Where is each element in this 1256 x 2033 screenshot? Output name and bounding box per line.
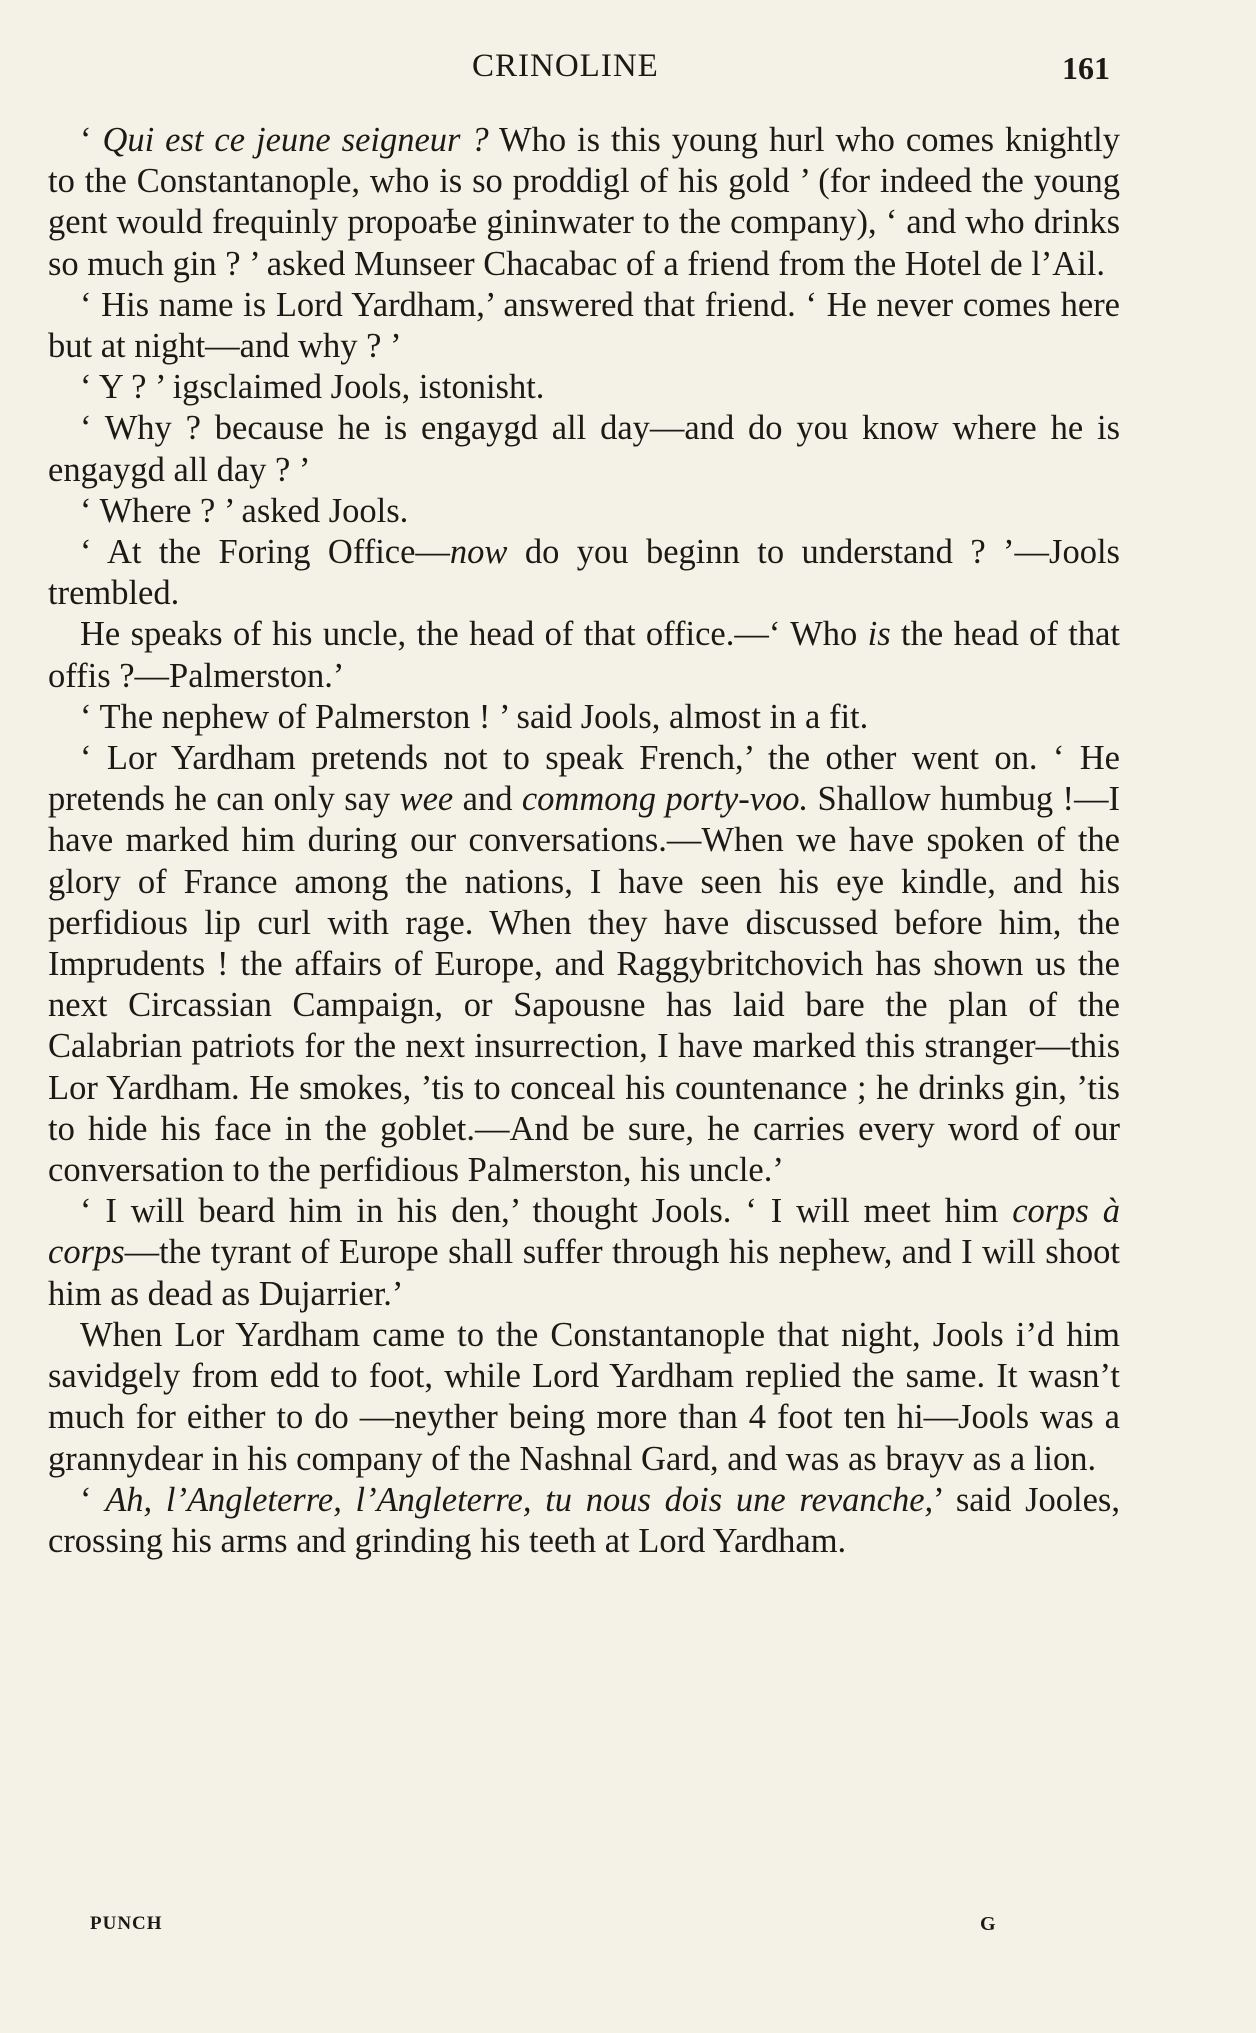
text-run: do you beginn to understand ? ’—Jools trembled. <box>48 533 1120 613</box>
italic-phrase: corps à corps <box>48 1192 1120 1272</box>
paragraph <box>48 1480 1120 1562</box>
printer-signature: PUNCH <box>90 1913 163 1934</box>
text-run: ’ said Jooles, crossing his arms and grinding his teeth at Lord Yardham. <box>48 1480 1120 1560</box>
italic-phrase: commong porty-voo. <box>521 780 809 819</box>
paragraph <box>48 532 1120 614</box>
text-run: and <box>453 780 522 819</box>
paragraph <box>48 738 1120 1191</box>
paragraph <box>48 1315 1120 1480</box>
text-run: ‘ The nephew of Palmerston ! ’ said Jools, almost in a fit. <box>80 697 869 736</box>
text-run: ‘ <box>80 121 103 159</box>
italic-phrase: is <box>867 615 891 654</box>
text-run: ‘ Y ? ’ igsclaimed Jools, istonisht. <box>80 368 545 407</box>
text-run: Shallow humbug !—I have marked him during our conversations.—When we have spoken of the glory of France among the nations, I have seen his eye kindle, and his perfidious lip curl with rage. When they have discussed before him, the Imprudents ! the affairs of Europe, and Raggybritchovich has shown us the next Circassian Campaign, or Sapousne has laid bare the plan of the Calabrian patriots for the next insurrection, I have marked this stranger—this Lor Yardham. He smokes, ’tis to conceal his countenance ; he drinks gin, ’tis to hide his face in the goblet.—And be sure, he carries every word of our conversation to the perfidious Palmerston, his uncle.’ <box>48 780 1120 1190</box>
text-run: ‘ I will beard him in his den,’ thought Jools. ‘ I will meet him <box>80 1192 1013 1231</box>
italic-phrase: Ah, l’Angleterre, l’Angleterre, tu nous dois une revanche, <box>105 1480 934 1519</box>
text-run: ‘ Where ? ’ asked Jools. <box>80 491 409 530</box>
page-number: 161 <box>1062 50 1110 86</box>
text-run: ‘ Lor Yardham pretends not to speak French,’ the other went on. ‘ He pretends he can only say <box>48 739 1120 819</box>
paragraph <box>48 120 1120 285</box>
page-footer <box>0 1913 1256 1943</box>
italic-phrase: wee <box>399 780 454 819</box>
text-run: ‘ Why ? because he is engaygd all day—and do you know where he is engaygd all day ? ’ <box>48 409 1120 489</box>
text-run: ‘ His name is Lord Yardham,’ answered that friend. ‘ He never comes here but at night—and why ? ’ <box>48 285 1120 366</box>
running-head <box>0 48 1256 88</box>
italic-phrase: Qui est ce jeune seigneur ? <box>102 121 489 159</box>
text-run: Who is this young hurl who comes knightly to the Constantanople, who is so proddigl of his gold ’ (for indeed the young gent would frequinly propoaѣe gininwater to the company), ‘ and who drinks so much gin ? ’ asked Munseer Chacabac of a friend from the Hotel de l’Ail. <box>48 121 1120 283</box>
body-text <box>48 120 1120 1562</box>
text-run: When Lor Yardham came to the Constantanople that night, Jools i’d him savidgely from edd to foot, while Lord Yardham replied the same. It wasn’t much for either to do —neyther being more than 4 foot ten hi—Jools was a grannydear in his company of the Nashnal Gard, and was as brayv as a lion. <box>48 1315 1120 1478</box>
paragraph <box>48 285 1120 367</box>
paragraph <box>48 367 1120 408</box>
paragraph <box>48 1191 1120 1315</box>
sheet-mark: G <box>980 1913 996 1935</box>
text-run: ‘ At the Foring Office— <box>80 533 450 572</box>
text-run: the head of that offis ?—Palmerston.’ <box>48 615 1121 695</box>
paragraph <box>48 408 1120 490</box>
text-run: ‘ <box>80 1480 106 1519</box>
running-title: CRINOLINE <box>472 48 659 84</box>
text-run: He speaks of his uncle, the head of that office.—‘ Who <box>80 615 868 654</box>
paragraph <box>48 614 1120 696</box>
text-run: —the tyrant of Europe shall suffer through his nephew, and I will shoot him as dead as Dujarrier.’ <box>48 1233 1120 1313</box>
paragraph <box>48 697 1120 738</box>
italic-phrase: now <box>449 533 508 572</box>
paragraph <box>48 491 1120 532</box>
